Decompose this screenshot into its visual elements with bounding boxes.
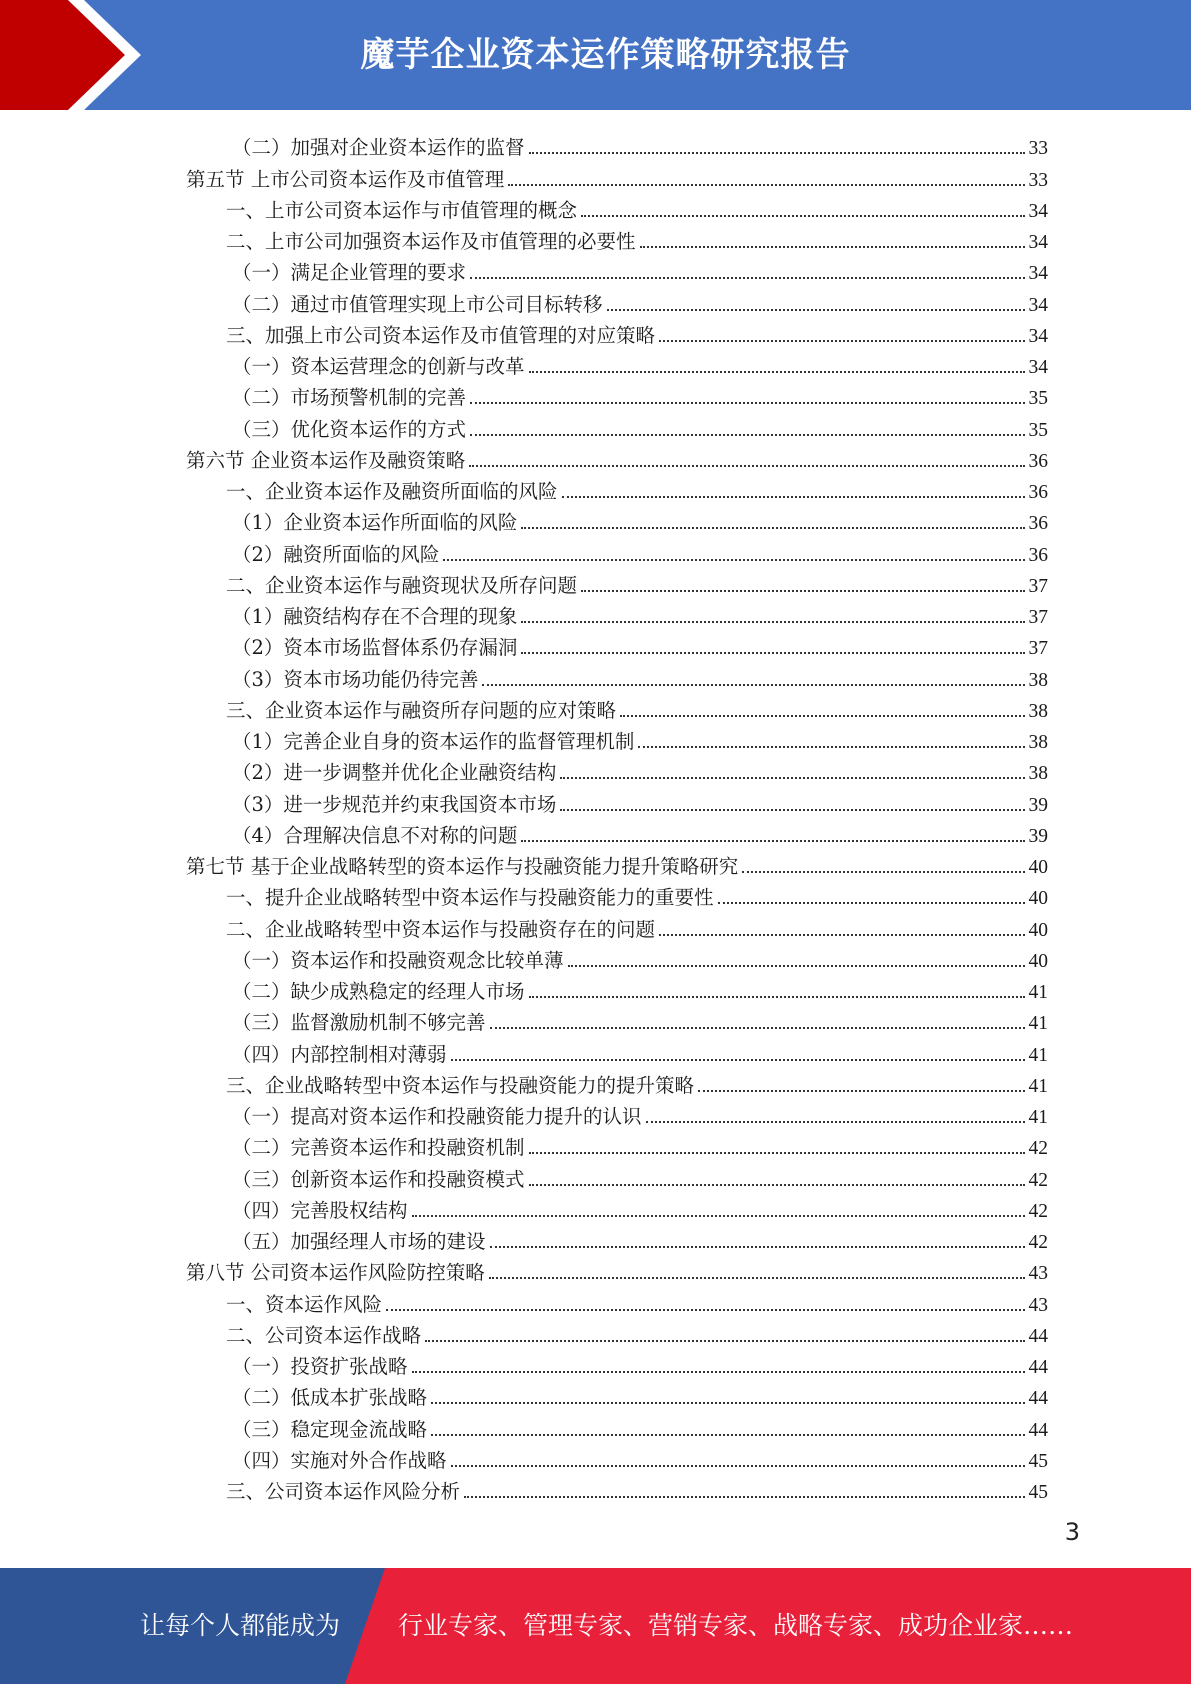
toc-entry-title: （3）进一步规范并约束我国资本市场: [232, 792, 557, 816]
toc-entry-page: 39: [1028, 825, 1048, 847]
toc-entry[interactable]: [186, 1473, 1048, 1504]
toc-entry[interactable]: [186, 754, 1048, 785]
toc-entry-title: 三、企业战略转型中资本运作与投融资能力的提升策略: [226, 1073, 695, 1097]
toc-dot-leader: [529, 996, 1025, 998]
toc-entry[interactable]: [186, 1160, 1048, 1191]
toc-entry-page: 42: [1028, 1200, 1048, 1222]
toc-entry-page: 34: [1028, 325, 1048, 347]
toc-entry-title: 一、提升企业战略转型中资本运作与投融资能力的重要性: [226, 886, 714, 910]
toc-entry-page: 40: [1028, 950, 1048, 972]
toc-entry-title: （二）通过市值管理实现上市公司目标转移: [232, 292, 603, 316]
toc-entry[interactable]: [186, 910, 1048, 941]
toc-dot-leader: [529, 371, 1025, 373]
toc-entry[interactable]: [186, 973, 1048, 1004]
toc-entry-title: （一）资本运营理念的创新与改革: [232, 355, 525, 378]
toc-entry[interactable]: [186, 317, 1048, 348]
toc-entry-page: 41: [1028, 1013, 1048, 1035]
toc-entry[interactable]: [186, 348, 1048, 379]
toc-dot-leader: [521, 652, 1024, 654]
toc-dot-leader: [568, 965, 1025, 967]
toc-entry[interactable]: [186, 1254, 1048, 1285]
toc-dot-leader: [431, 1402, 1024, 1404]
toc-entry-page: 45: [1028, 1482, 1048, 1503]
toc-entry-page: 35: [1028, 388, 1048, 410]
toc-entry-title: （1）融资结构存在不合理的现象: [232, 605, 518, 628]
toc-entry-page: 43: [1028, 1263, 1048, 1285]
toc-entry-title: （四）完善股权结构: [232, 1198, 408, 1222]
toc-entry-page: 41: [1028, 982, 1048, 1003]
toc-entry-page: 36: [1028, 482, 1048, 503]
toc-entry[interactable]: [186, 379, 1048, 410]
toc-entry[interactable]: [186, 442, 1048, 473]
toc-dot-leader: [443, 559, 1024, 561]
toc-entry[interactable]: [186, 1285, 1048, 1316]
toc-dot-leader: [490, 1246, 1025, 1248]
toc-entry-page: 34: [1028, 294, 1048, 316]
toc-dot-leader: [521, 527, 1024, 529]
toc-entry-page: 44: [1028, 1388, 1048, 1410]
toc-entry-title: （2）资本市场监督体系仍存漏洞: [232, 636, 518, 660]
toc-entry[interactable]: [186, 942, 1048, 973]
table-of-contents: [186, 129, 1048, 1504]
toc-entry[interactable]: [186, 629, 1048, 660]
toc-dot-leader: [560, 809, 1024, 811]
toc-entry-page: 38: [1028, 763, 1048, 785]
toc-entry[interactable]: [186, 567, 1048, 598]
toc-entry-page: 41: [1028, 1075, 1048, 1097]
toc-entry[interactable]: [186, 535, 1048, 566]
toc-entry-page: 42: [1028, 1169, 1048, 1191]
toc-entry-title: （一）资本运作和投融资观念比较单薄: [232, 948, 564, 972]
toc-dot-leader: [412, 1215, 1025, 1217]
toc-entry-page: 40: [1028, 888, 1048, 910]
toc-entry[interactable]: [186, 1192, 1048, 1223]
toc-entry-page: 34: [1028, 232, 1048, 253]
toc-dot-leader: [640, 246, 1025, 248]
toc-entry-page: 39: [1028, 794, 1048, 816]
toc-entry-page: 45: [1028, 1450, 1048, 1472]
toc-entry-page: 40: [1028, 857, 1048, 878]
toc-dot-leader: [490, 1027, 1025, 1029]
toc-dot-leader: [638, 746, 1024, 748]
toc-entry-page: 41: [1028, 1044, 1048, 1066]
report-title: 魔芋企业资本运作策略研究报告: [360, 35, 851, 75]
toc-entry-page: 33: [1028, 138, 1048, 160]
toc-entry-page: 43: [1028, 1294, 1048, 1316]
toc-dot-leader: [451, 1059, 1025, 1061]
toc-entry-title: （四）内部控制相对薄弱: [232, 1042, 447, 1066]
toc-entry[interactable]: [186, 817, 1048, 848]
toc-entry-title: 第六节 企业资本运作及融资策略: [186, 448, 466, 472]
toc-dot-leader: [412, 1371, 1025, 1373]
toc-dot-leader: [581, 590, 1024, 592]
toc-dot-leader: [529, 152, 1025, 154]
toc-entry-page: 33: [1028, 169, 1048, 191]
toc-entry-page: 38: [1028, 732, 1048, 753]
toc-dot-leader: [529, 1184, 1025, 1186]
toc-entry[interactable]: [186, 1317, 1048, 1348]
toc-dot-leader: [489, 1277, 1025, 1279]
toc-entry[interactable]: [186, 1410, 1048, 1441]
toc-dot-leader: [646, 1121, 1025, 1123]
toc-entry-title: （四）实施对外合作战略: [232, 1448, 447, 1472]
toc-entry[interactable]: [186, 1035, 1048, 1066]
toc-dot-leader: [529, 1152, 1025, 1154]
toc-entry[interactable]: [186, 1223, 1048, 1254]
toc-entry[interactable]: [186, 410, 1048, 441]
toc-entry-title: （一）满足企业管理的要求: [232, 261, 467, 285]
toc-entry[interactable]: [186, 1098, 1048, 1129]
toc-dot-leader: [464, 1496, 1024, 1498]
toc-entry-title: （一）投资扩张战略: [232, 1355, 408, 1378]
toc-entry-page: 34: [1028, 263, 1048, 285]
toc-entry[interactable]: [186, 1379, 1048, 1410]
toc-dot-leader: [508, 184, 1024, 186]
toc-entry[interactable]: [186, 785, 1048, 816]
toc-entry-page: 42: [1028, 1138, 1048, 1160]
toc-entry-page: 44: [1028, 1419, 1048, 1441]
toc-entry-page: 37: [1028, 575, 1048, 597]
page-header: [0, 0, 1191, 110]
toc-entry-page: 34: [1028, 357, 1048, 378]
toc-dot-leader: [742, 871, 1024, 873]
toc-entry-page: 37: [1028, 607, 1048, 628]
toc-dot-leader: [431, 1434, 1024, 1436]
toc-dot-leader: [521, 840, 1024, 842]
toc-dot-leader: [562, 496, 1025, 498]
toc-entry[interactable]: [186, 1067, 1048, 1098]
toc-entry-title: 二、企业资本运作与融资现状及所存问题: [226, 573, 578, 597]
toc-entry-title: （三）监督激励机制不够完善: [232, 1011, 486, 1035]
toc-entry-title: （二）缺少成熟稳定的经理人市场: [232, 980, 525, 1003]
toc-dot-leader: [560, 777, 1024, 779]
toc-entry-title: （2）进一步调整并优化企业融资结构: [232, 761, 557, 785]
toc-dot-leader: [469, 465, 1024, 467]
toc-dot-leader: [470, 277, 1024, 279]
toc-entry-title: （二）加强对企业资本运作的监督: [232, 136, 525, 160]
toc-entry-title: 第七节 基于企业战略转型的资本运作与投融资能力提升策略研究: [186, 855, 739, 878]
toc-entry[interactable]: [186, 192, 1048, 223]
toc-entry[interactable]: [186, 848, 1048, 879]
toc-dot-leader: [470, 434, 1024, 436]
toc-dot-leader: [451, 1465, 1025, 1467]
toc-entry-page: 41: [1028, 1107, 1048, 1128]
toc-entry-title: 三、公司资本运作风险分析: [226, 1480, 461, 1503]
toc-dot-leader: [470, 402, 1024, 404]
toc-entry-page: 40: [1028, 919, 1048, 941]
toc-dot-leader: [659, 340, 1024, 342]
toc-entry-title: 一、上市公司资本运作与市值管理的概念: [226, 198, 578, 222]
toc-entry-title: 二、上市公司加强资本运作及市值管理的必要性: [226, 230, 636, 253]
toc-entry-page: 35: [1028, 419, 1048, 441]
toc-dot-leader: [659, 934, 1024, 936]
toc-entry-title: （1）完善企业自身的资本运作的监督管理机制: [232, 730, 635, 753]
toc-dot-leader: [482, 684, 1024, 686]
toc-entry-title: 三、加强上市公司资本运作及市值管理的对应策略: [226, 323, 656, 347]
toc-entry[interactable]: [186, 223, 1048, 254]
toc-dot-leader: [521, 621, 1024, 623]
toc-entry[interactable]: [186, 129, 1048, 160]
toc-entry-title: （一）提高对资本运作和投融资能力提升的认识: [232, 1105, 642, 1128]
toc-entry-page: 36: [1028, 513, 1048, 535]
toc-entry[interactable]: [186, 254, 1048, 285]
toc-entry-title: （五）加强经理人市场的建设: [232, 1230, 486, 1253]
toc-entry-page: 37: [1028, 638, 1048, 660]
toc-entry-title: 第五节 上市公司资本运作及市值管理: [186, 167, 505, 191]
toc-entry-page: 38: [1028, 669, 1048, 691]
toc-entry[interactable]: [186, 660, 1048, 691]
page-number: 3: [1064, 1518, 1080, 1546]
toc-dot-leader: [620, 715, 1024, 717]
toc-entry-page: 38: [1028, 700, 1048, 722]
toc-entry-title: 第八节 公司资本运作风险防控策略: [186, 1261, 485, 1285]
toc-entry[interactable]: [186, 1129, 1048, 1160]
page-footer: [0, 1568, 1191, 1684]
toc-entry[interactable]: [186, 1348, 1048, 1379]
toc-entry[interactable]: [186, 504, 1048, 535]
toc-dot-leader: [386, 1309, 1024, 1311]
toc-entry-page: 44: [1028, 1325, 1048, 1347]
toc-entry-title: （二）市场预警机制的完善: [232, 386, 467, 410]
toc-dot-leader: [425, 1340, 1024, 1342]
toc-entry[interactable]: [186, 723, 1048, 754]
toc-entry-title: （二）低成本扩张战略: [232, 1386, 428, 1410]
footer-slogan-right: 行业专家、管理专家、营销专家、战略专家、成功企业家……: [398, 1611, 1074, 1640]
footer-slogan-left: 让每个人都能成为: [140, 1611, 341, 1640]
toc-entry-title: 二、企业战略转型中资本运作与投融资存在的问题: [226, 917, 656, 941]
toc-entry[interactable]: [186, 692, 1048, 723]
toc-entry[interactable]: [186, 160, 1048, 191]
toc-entry-title: 一、资本运作风险: [226, 1292, 383, 1316]
toc-entry-page: 36: [1028, 544, 1048, 566]
toc-entry-title: （1）企业资本运作所面临的风险: [232, 511, 518, 535]
toc-entry-title: （三）优化资本运作的方式: [232, 417, 467, 441]
toc-entry[interactable]: [186, 473, 1048, 504]
toc-entry[interactable]: [186, 1442, 1048, 1473]
toc-entry[interactable]: [186, 879, 1048, 910]
toc-entry-title: （3）资本市场功能仍待完善: [232, 667, 479, 691]
toc-entry[interactable]: [186, 1004, 1048, 1035]
toc-entry-title: 三、企业资本运作与融资所存问题的应对策略: [226, 698, 617, 722]
toc-dot-leader: [581, 215, 1024, 217]
toc-entry-page: 34: [1028, 200, 1048, 222]
toc-entry-title: （2）融资所面临的风险: [232, 542, 440, 566]
toc-entry[interactable]: [186, 285, 1048, 316]
toc-entry-page: 36: [1028, 450, 1048, 472]
toc-entry-title: 二、公司资本运作战略: [226, 1323, 422, 1347]
toc-dot-leader: [718, 902, 1025, 904]
toc-entry-title: （三）稳定现金流战略: [232, 1417, 428, 1441]
toc-entry-title: （三）创新资本运作和投融资模式: [232, 1167, 525, 1191]
toc-entry[interactable]: [186, 598, 1048, 629]
toc-dot-leader: [607, 309, 1025, 311]
toc-entry-page: 42: [1028, 1232, 1048, 1253]
toc-entry-page: 44: [1028, 1357, 1048, 1378]
toc-entry-title: （4）合理解决信息不对称的问题: [232, 823, 518, 847]
toc-entry-title: 一、企业资本运作及融资所面临的风险: [226, 480, 558, 503]
toc-entry-title: （二）完善资本运作和投融资机制: [232, 1136, 525, 1160]
toc-dot-leader: [698, 1090, 1024, 1092]
